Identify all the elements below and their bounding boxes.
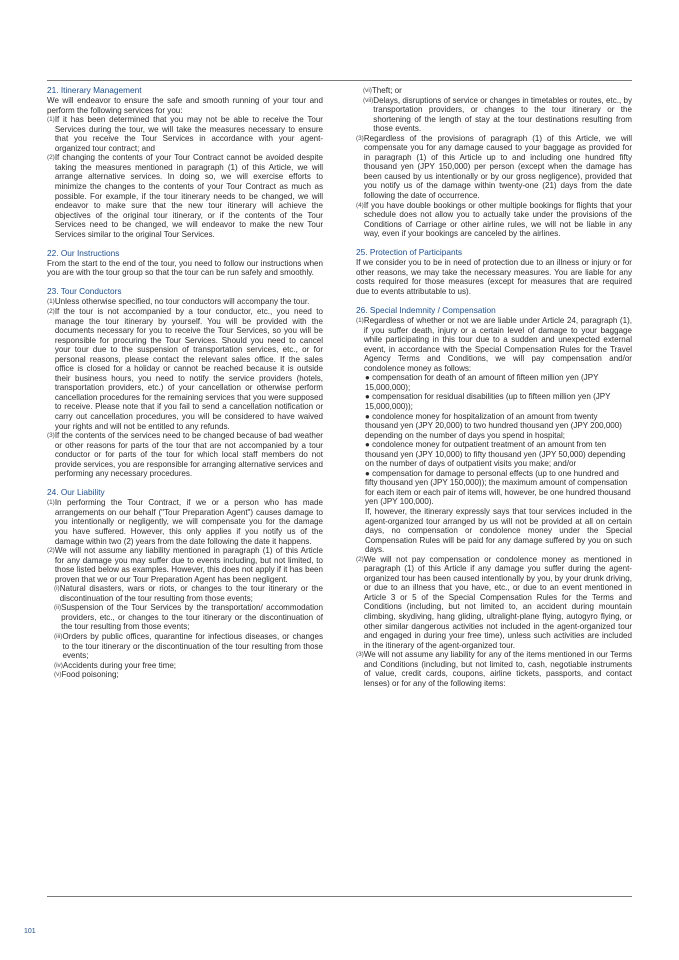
bullet-icon: ●	[365, 373, 373, 383]
section-heading: 25. Protection of Participants	[356, 247, 463, 258]
list-item: (1) Regardless of whether or not we are liable under Article 24, paragraph (1), if you suffer death, injury or a certain level of damage to your baggage while participating in this tour due to a sudden and unexpected external event, in accordance with the Special Compensation Rules for the Travel Agency Terms and Conditions, we will pay compensation and/or condolence money as follows:	[356, 316, 632, 373]
section-24-continued	[356, 86, 632, 239]
sub-list-item: (ii) Suspension of the Tour Services by the transportation/ accommodation providers, etc., or changes to the tour itinerary or the discontinuation of the tour resulting from those events;	[54, 603, 323, 632]
section-23	[47, 287, 323, 478]
list-item: (1) In performing the Tour Contract, if we or a person who has made arrangements on our behalf ("Tour Preparation Agent") causes damage to you intentionally or negligently, we will compensate you for the damage you have suffered. However, this only applies if you notify us of the damage within two (2) years from the date following the date it happens.	[47, 498, 323, 546]
section-25	[356, 248, 632, 296]
right-column	[356, 86, 632, 698]
bullet-item: ● condolence money for outpatient treatment of an amount from ten thousand yen (JPY 10,000) to fifty thousand yen (JPY 50,000) depending on the number of days of outpatient visits you make; and/or	[365, 440, 626, 469]
sub-list-item: (vii) Delays, disruptions of service or changes in timetables or routes, etc., by transportation providers, or changes to the tour itinerary or the shortening of the length of stay at the tour destinations resulting from those events.	[363, 95, 632, 134]
bullet-icon: ●	[365, 392, 373, 402]
section-intro: We will endeavor to ensure the safe and smooth running of your tour and perform the following services for you:	[47, 96, 323, 115]
section-text: If we consider you to be in need of protection due to an illness or injury or for other reasons, we may take the necessary measures. You are liable for any costs required for those measures (except for measures that are required due to events attributable to us).	[356, 258, 632, 296]
list-item: (3) If the contents of the services need to be changed because of bad weather or other reasons for parts of the tour that are not accompanied by a tour conductor or for parts of the tour for which local staff members do not provide services, you are responsible for arranging alternative services and performing any necessary procedures.	[47, 431, 323, 479]
list-item: (1) Unless otherwise specified, no tour conductors will accompany the tour.	[47, 297, 310, 307]
page-number: 101	[24, 928, 36, 935]
sub-list-item: (iv) Accidents during your free time;	[54, 660, 177, 670]
section-heading: 26. Special Indemnity / Compensation	[356, 304, 496, 315]
list-item: (2) We will not assume any liability mentioned in paragraph (1) of this Article for any damage you may suffer due to events including, but not limited, to those listed below as examples. However, this does not apply if it has been proven that we or our Tour Preparation Agent has been negligent.	[47, 546, 323, 584]
section-21	[47, 86, 323, 239]
bullet-icon: ●	[365, 411, 373, 421]
section-heading: 23. Tour Conductors	[47, 286, 122, 297]
list-item: (2) We will not pay compensation or condolence money as mentioned in paragraph (1) of this Article if any damage you suffer during the agent-organized tour has been caused intentionally by you, by your drunk driving, or due to an illness that you have, etc., or due to an event mentioned in Article 3 or 5 of the Special Compensation Rules for the Terms and Conditions (including, but not limited to, an accident during mountain climbing, skydiving, hang gliding, ultralight-plane flying, autogyro flying, or other similar dangerous activities not included in the agent-organized tour and engaged in during your free time), unless such activities are included in the itinerary of the agent-organized tour.	[356, 554, 632, 650]
left-column	[47, 86, 323, 689]
list-item: (4) If you have double bookings or other multiple bookings for flights that your schedule does not allow you to actually take under the provisions of the Conditions of Carriage or other airline rules, we will not be liable in any way, even if your bookings are canceled by the airlines.	[356, 200, 632, 239]
section-heading: 21. Itinerary Management	[47, 85, 142, 95]
section-22	[47, 249, 323, 278]
bullet-icon: ●	[365, 468, 373, 478]
section-intro: From the start to the end of the tour, you need to follow our instructions when you are with the tour group so that the tour can be run safely and smoothly.	[47, 258, 323, 278]
bullet-item: ● compensation for residual disabilities (up to fifteen million yen (JPY 15,000,000));	[365, 392, 611, 411]
section-26	[356, 306, 632, 688]
bullet-item: ● condolence money for hospitalization of an amount from twenty thousand yen (JPY 20,000) to two hundred thousand yen (JPY 200,000) depending on the number of days you spend in hospital;	[365, 411, 622, 440]
sub-list-item: (v) Food poisoning;	[54, 670, 119, 680]
sub-list-item: (vi) Theft; or	[363, 86, 402, 95]
section-heading: 24. Our Liability	[47, 487, 105, 498]
list-item: (3) We will not assume any liability for any of the items mentioned in our Terms and Conditions (including, but not limited to, cash, negotiable instruments of value, credit cards, coupons, airline tickets, passports, and contact lenses) or for any of the following items:	[356, 650, 632, 688]
list-item: (1) If it has been determined that you may not be able to receive the Tour Services during the tour, we will take the measures necessary to ensure that you receive the Tour Services in accordance with your agent-organized tour contract; and	[47, 115, 323, 153]
bottom-rule	[47, 896, 632, 897]
list-item: (2) If the tour is not accompanied by a tour conductor, etc., you need to manage the tour itinerary by yourself. You will be provided with the documents necessary for you to receive the Tour Services, so you will be responsible for procuring the Tour Services. Should you need to cancel your tour due to the suspension of transportation services, etc., or for personal reasons, please contact the relevant sales office. If the sales office is closed for a holiday or cannot be reached because it is outside their business hours, you need to notify the service providers (hotels, transportation providers, etc.) of your cancellation or otherwise perform cancellation procedures for the remaining services that you were supposed to receive. Please note that if you fail to send a cancellation notification or carry out cancellation procedures, you will be considered to have waived your rights and will not be entitled to any refunds.	[47, 306, 323, 431]
list-item: (2) If changing the contents of your Tour Contract cannot be avoided despite taking the measures mentioned in paragraph (1) of this Article, we will arrange alternative services. In doing so, we will exercise efforts to minimize the changes to the contents of your Tour Contract as much as possible. For example, if the tour itinerary needs to be changed, we will endeavor to make sure that the new tour itinerary will achieve the objectives of the original tour itinerary, or if the contents of the Tour Services need to be changed, we will endeavor to make the new Tour Services similar to the original Tour Services.	[47, 153, 323, 239]
paragraph-continuation: If, however, the itinerary expressly says that tour services included in the agent-organized tour arranged by us will not be provided at all on certain days, no compensation or condolence money under the Special Compensation Rules will be paid for any damage suffered by you on such days.	[365, 506, 632, 555]
sub-list-item: (iii) Orders by public offices, quarantine for infectious diseases, or changes to the tour itinerary or the discontinuation of the tour resulting from those events;	[54, 632, 323, 661]
section-heading: 22. Our Instructions	[47, 247, 120, 258]
section-24	[47, 488, 323, 679]
bullet-item: ● compensation for death of an amount of fifteen million yen (JPY 15,000,000);	[365, 373, 599, 392]
bullet-icon: ●	[365, 440, 373, 450]
bullet-item: ● compensation for damage to personal effects (up to one hundred and fifty thousand yen (JPY 150,000)); the maximum amount of compensation for each item or each pair of items will, however, be one hundred thousand yen (JPY 100,000).	[365, 468, 631, 507]
sub-list-item: (i) Natural disasters, wars or riots, or changes to the tour itinerary or the discontinuation of the tour resulting from those events;	[54, 584, 323, 603]
list-item: (3) Regardless of the provisions of paragraph (1) of this Article, we will compensate you for any damage caused to your baggage as provided for in paragraph (1) of this Article up to and including one hundred fifty thousand yen (JPY 150,000) per person (except when the damage has been caused by us intentionally or by our gross negligence), provided that you notify us of the damage within twenty-one (21) days from the date following the date of occurrence.	[356, 133, 632, 201]
top-rule	[47, 80, 632, 81]
